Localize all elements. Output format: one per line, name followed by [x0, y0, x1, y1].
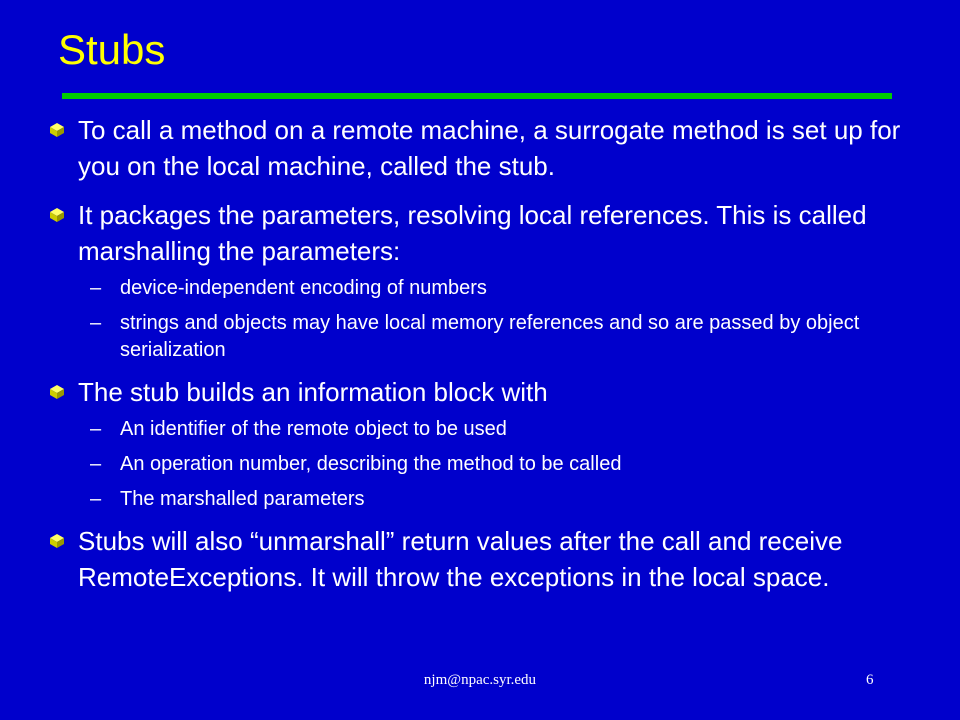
bullet-text: Stubs will also “unmarshall” return values after the call and receive RemoteExceptions. It will throw the exceptions in the local space.	[78, 526, 843, 592]
bullet-item	[48, 197, 918, 269]
sub-bullet-text: strings and objects may have local memory references and so are passed by object serialization	[120, 312, 860, 361]
sub-bullet-text: An operation number, describing the method to be called	[120, 453, 622, 475]
sub-bullet-list	[48, 275, 918, 364]
sub-bullet-item	[48, 275, 918, 302]
bullet-item	[48, 112, 918, 184]
sub-bullet-list	[48, 416, 918, 513]
sub-bullet-text: The marshalled parameters	[120, 488, 365, 510]
dash-bullet: –	[90, 277, 102, 299]
bullet-text: To call a method on a remote machine, a surrogate method is set up for you on the local machine, called the stub.	[78, 115, 901, 181]
diamond-bullet-icon	[50, 534, 64, 548]
diamond-bullet-icon	[50, 208, 64, 222]
sub-bullet-item	[48, 310, 918, 364]
diamond-bullet-icon	[50, 385, 64, 399]
slide-content	[48, 112, 918, 608]
sub-bullet-item	[48, 416, 918, 443]
sub-bullet-text: device-independent encoding of numbers	[120, 277, 487, 299]
dash-bullet: –	[90, 453, 102, 475]
diamond-bullet-icon	[50, 123, 64, 137]
slide-title: Stubs	[58, 26, 166, 73]
dash-bullet: –	[90, 312, 102, 334]
dash-bullet: –	[90, 418, 102, 440]
sub-bullet-text: An identifier of the remote object to be used	[120, 418, 507, 440]
sub-bullet-item	[48, 451, 918, 478]
title-divider	[62, 93, 892, 99]
footer-email: njm@npac.syr.edu	[423, 672, 537, 688]
bullet-text: It packages the parameters, resolving local references. This is called marshalling the parameters:	[78, 200, 867, 266]
bullet-item	[48, 374, 918, 410]
bullet-text: The stub builds an information block with	[78, 377, 548, 407]
dash-bullet: –	[90, 488, 102, 510]
sub-bullet-item	[48, 486, 918, 513]
bullet-item	[48, 523, 918, 595]
page-number: 6	[866, 672, 874, 688]
